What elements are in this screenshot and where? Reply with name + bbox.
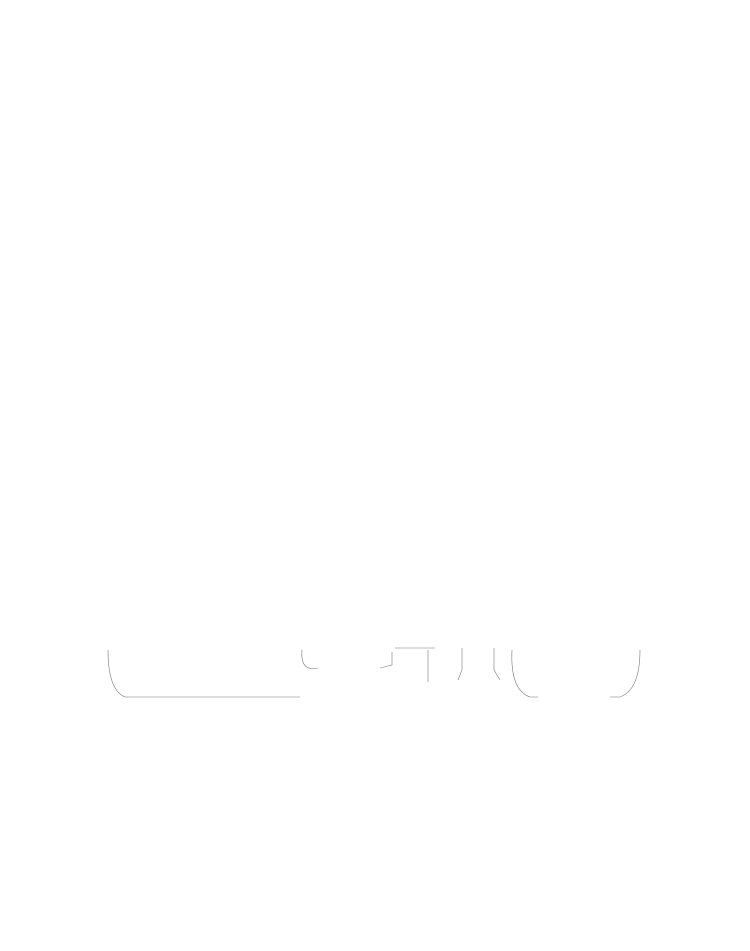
annotation-lines — [108, 648, 640, 697]
